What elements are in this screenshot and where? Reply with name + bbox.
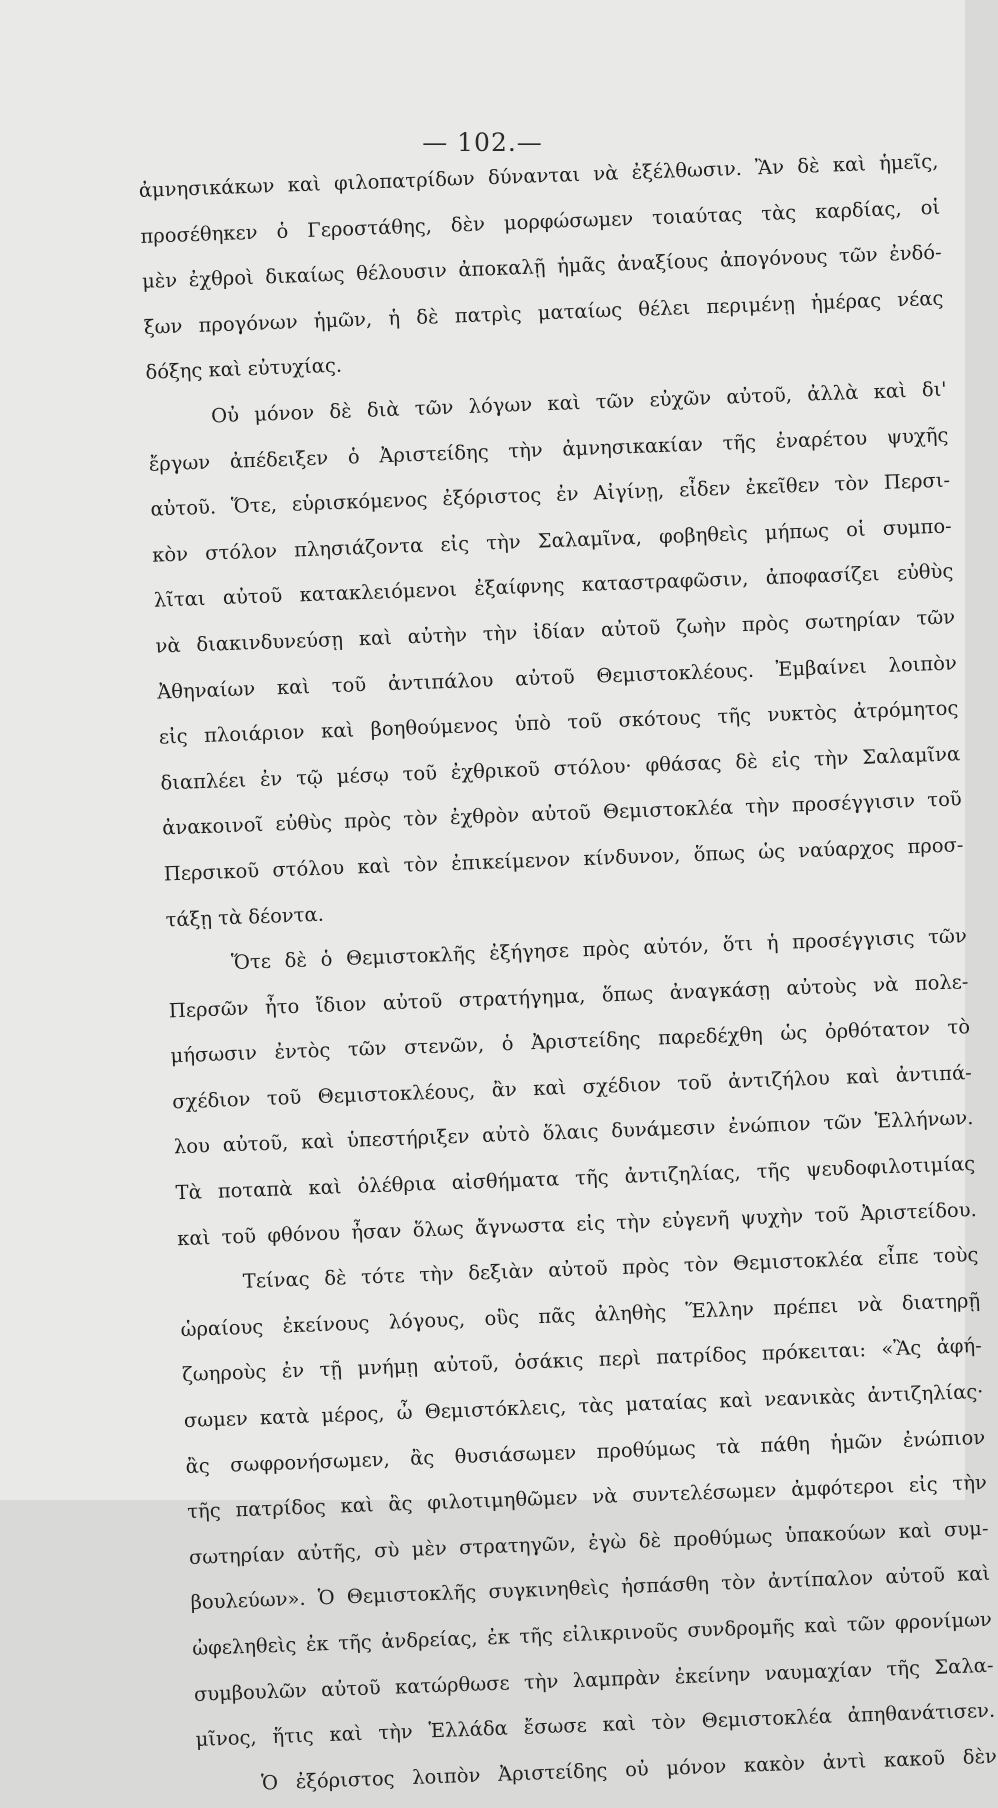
- text-line: συμβουλῶν αὐτοῦ κατώρθωσε τὴν λαμπρὰν ἐκείνην ναυμαχίαν τῆς Σαλα-: [193, 1653, 994, 1706]
- text-line: ζωηροὺς ἐν τῇ μνήμῃ αὐτοῦ, ὁσάκις περὶ πατρίδος πρόκειται: «Ἂς ἀφή-: [181, 1334, 983, 1387]
- text-line: τάξῃ τὰ δέοντα.: [165, 902, 325, 931]
- text-line: διαπλέει ἐν τῷ μέσῳ τοῦ ἐχθρικοῦ στόλου· φθάσας δὲ εἰς τὴν Σαλαμῖνα: [160, 741, 961, 795]
- text-line: λῖται αὐτοῦ κατακλειόμενοι ἐξαίφνης καταστραφῶσιν, ἀποφασίζει εὐθὺς: [153, 559, 954, 613]
- text-line: μῖνος, ἥτις καὶ τὴν Ἑλλάδα ἔσωσε καὶ τὸν Θεμιστοκλέα ἀπηθανάτισεν.: [195, 1698, 996, 1752]
- text-line: Περσῶν ἦτο ἴδιον αὐτοῦ στρατήγημα, ὅπως ἀναγκάσῃ αὐτοὺς νὰ πολε-: [168, 969, 969, 1023]
- text-line: τῆς πατρίδος καὶ ἂς φιλοτιμηθῶμεν νὰ συντελέσωμεν ἀμφότεροι εἰς τὴν: [186, 1471, 988, 1524]
- text-line: Τείνας δὲ τότε τὴν δεξιὰν αὐτοῦ πρὸς τὸν Θεμιστοκλέα εἶπε τοὺς: [242, 1243, 979, 1294]
- text-line: ἀμνησικάκων καὶ φιλοπατρίδων δύνανται νὰ ἐξέλθωσιν. Ἂν δὲ καὶ ἡμεῖς,: [138, 149, 939, 202]
- text-line: ὠφεληθεὶς ἐκ τῆς ἀνδρείας, ἐκ τῆς εἰλικρινοῦς συνδρομῆς καὶ τῶν φρονίμων: [191, 1607, 993, 1660]
- text-line: Οὐ μόνον δὲ διὰ τῶν λόγων καὶ τῶν εὐχῶν αὐτοῦ, ἀλλὰ καὶ δι': [210, 377, 948, 428]
- text-line: Τὰ ποταπὰ καὶ ὀλέθρια αἰσθήματα τῆς ἀντιζηλίας, τῆς ψευδοφιλοτιμίας: [175, 1152, 976, 1205]
- text-line: σχέδιον τοῦ Θεμιστοκλέους, ἂν καὶ σχέδιον τοῦ ἀντιζήλου καὶ ἀντιπά-: [171, 1060, 973, 1114]
- text-line: σωμεν κατὰ μέρος, ὦ Θεμιστόκλεις, τὰς ματαίας καὶ νεανικὰς ἀντιζηλίας·: [183, 1379, 984, 1433]
- text-line: Ἀθηναίων καὶ τοῦ ἀντιπάλου αὐτοῦ Θεμιστοκλέους. Ἐμβαίνει λοιπὸν: [156, 650, 958, 704]
- text-line: νὰ διακινδυνεύσῃ καὶ αὐτὴν τὴν ἰδίαν αὐτοῦ ζωὴν πρὸς σωτηρίαν τῶν: [155, 605, 956, 658]
- text-line: μὲν ἐχθροὶ δικαίως θέλουσιν ἀποκαλῇ ἡμᾶς ἀναξίους ἀπογόνους τῶν ἐνδό-: [141, 240, 943, 294]
- text-line: λου αὐτοῦ, καὶ ὑπεστήριξεν αὐτὸ ὅλαις δυνάμεσιν ἐνώπιον τῶν Ἑλλήνων.: [173, 1106, 974, 1159]
- text-line: κὸν στόλον πλησιάζοντα εἰς τὴν Σαλαμῖνα, φοβηθεὶς μήπως οἱ συμπο-: [151, 514, 953, 567]
- text-line: Περσικοῦ στόλου καὶ τὸν ἐπικείμενον κίνδυνον, ὅπως ὡς ναύαρχος προσ-: [163, 833, 964, 886]
- text-line: ἂς σωφρονήσωμεν, ἂς θυσιάσωμεν προθύμως τὰ πάθη ἡμῶν ἐνώπιον: [185, 1425, 986, 1478]
- text-line: σωτηρίαν αὐτῆς, σὺ μὲν στρατηγῶν, ἐγὼ δὲ προθύμως ὑπακούων καὶ συμ-: [188, 1516, 989, 1569]
- text-line: αὐτοῦ. Ὅτε, εὑρισκόμενος ἐξόριστος ἐν Αἰγίνῃ, εἶδεν ἐκεῖθεν τὸν Περσι-: [150, 468, 951, 521]
- text-line: δόξης καὶ εὐτυχίας.: [145, 354, 343, 385]
- text-line: ἀνακοινοῖ εὐθὺς πρὸς τὸν ἐχθρὸν αὐτοῦ Θεμιστοκλέα τὴν προσέγγισιν τοῦ: [161, 787, 963, 840]
- body-text: [138, 139, 998, 1808]
- text-line: εἰς πλοιάριον καὶ βοηθούμενος ὑπὸ τοῦ σκότους τῆς νυκτὸς ἀτρόμητος: [158, 696, 959, 749]
- text-line: καὶ τοῦ φθόνου ἦσαν ὅλως ἄγνωστα εἰς τὴν εὐγενῆ ψυχὴν τοῦ Ἀριστείδου.: [176, 1197, 978, 1250]
- text-line: ὡραίους ἐκείνους λόγους, οὓς πᾶς ἀληθὴς Ἕλλην πρέπει νὰ διατηρῇ: [180, 1288, 981, 1342]
- text-line: βουλεύων». Ὁ Θεμιστοκλῆς συγκινηθεὶς ἠσπάσθη τὸν ἀντίπαλον αὐτοῦ καὶ: [190, 1562, 991, 1615]
- text-line: ξων προγόνων ἡμῶν, ἡ δὲ πατρὶς ματαίως θέλει περιμένῃ ἡμέρας νέας: [143, 286, 944, 339]
- text-line: μήσωσιν ἐντὸς τῶν στενῶν, ὁ Ἀριστείδης παρεδέχθη ὡς ὀρθότατον τὸ: [170, 1015, 971, 1068]
- text-line: Ὅτε δὲ ὁ Θεμιστοκλῆς ἐξήγησε πρὸς αὐτόν, ὅτι ἡ προσέγγισις τῶν: [230, 924, 968, 975]
- page-number: — 102.—: [422, 128, 543, 157]
- text-line: προσέθηκεν ὁ Γεροστάθης, δὲν μορφώσωμεν τοιαύτας τὰς καρδίας, οἱ: [140, 195, 941, 248]
- text-line: Ὁ ἐξόριστος λοιπὸν Ἀριστείδης οὐ μόνον κακὸν ἀντὶ κακοῦ δὲν: [260, 1744, 998, 1795]
- text-line: ἔργων ἀπέδειξεν ὁ Ἀριστείδης τὴν ἀμνησικακίαν τῆς ἐναρέτου ψυχῆς: [148, 423, 949, 476]
